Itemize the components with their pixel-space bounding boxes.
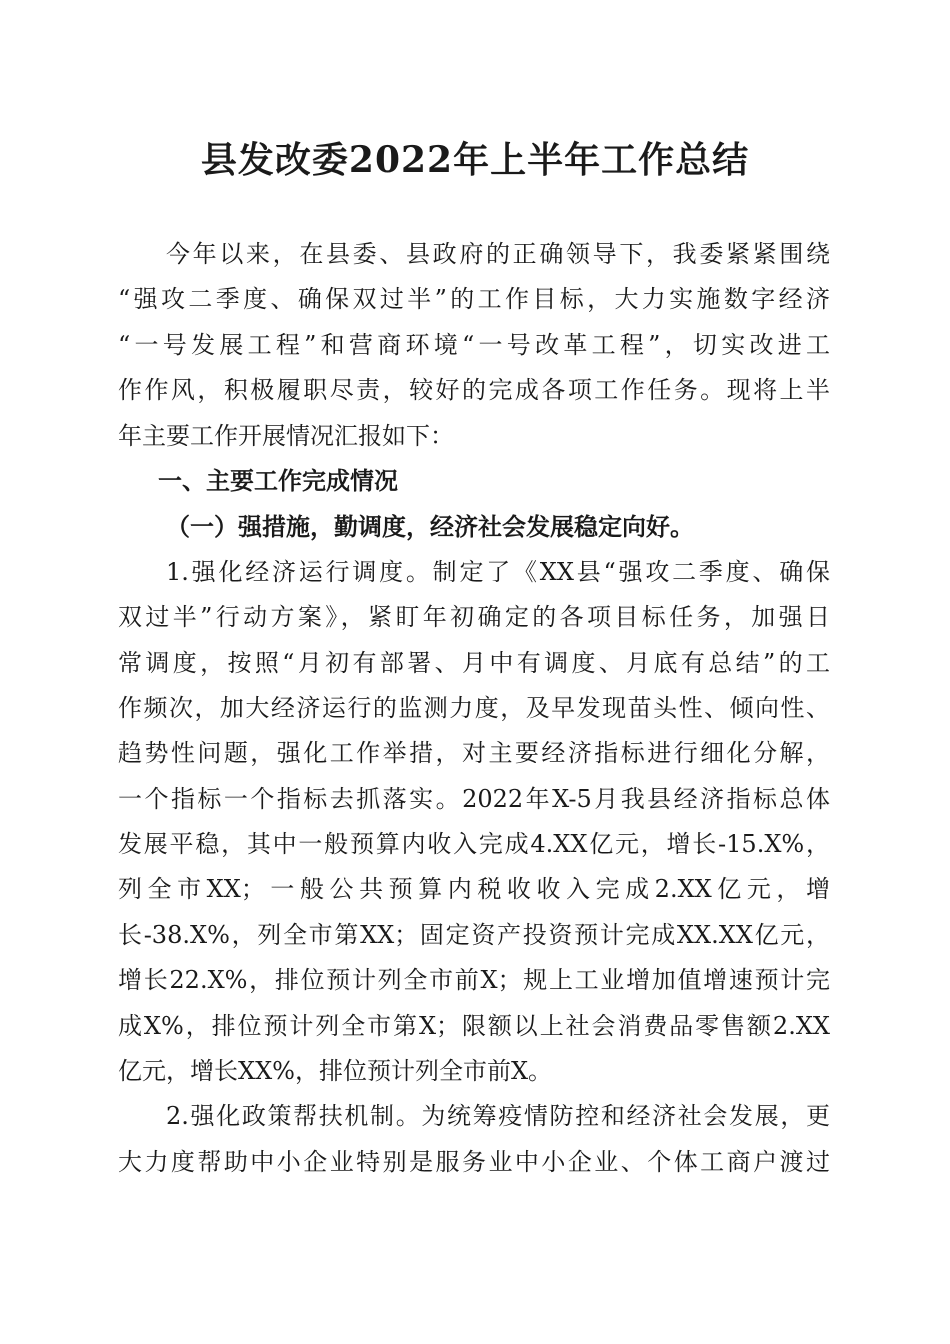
- text-line: 双过半”行动方案》，紧盯年初确定的各项目标任务，加强日: [118, 603, 830, 632]
- text-line: 成X%，排位预计列全市第X；限额以上社会消费品零售额2.XX: [118, 1011, 830, 1040]
- text-line: 趋势性问题，强化工作举措，对主要经济指标进行细化分解，: [118, 739, 830, 768]
- text-line: 常调度，按照“月初有部署、月中有调度、月底有总结”的工: [118, 648, 830, 677]
- text-line: 年主要工作开展情况汇报如下：: [118, 421, 454, 450]
- text-line: 作频次，加大经济运行的监测力度，及早发现苗头性、倾向性、: [118, 693, 830, 722]
- item-2-paragraph: [118, 1094, 830, 1185]
- document-title: 县发改委2022年上半年工作总结: [200, 139, 750, 181]
- text-line: 2.强化政策帮扶机制。为统筹疫情防控和经济社会发展，更: [166, 1102, 830, 1131]
- document-body: [118, 232, 830, 1185]
- intro-paragraph: [118, 232, 830, 459]
- text-line: 1.强化经济运行调度。制定了《XX县“强攻二季度、确保: [166, 557, 830, 586]
- text-line: 大力度帮助中小企业特别是服务业中小企业、个体工商户渡过: [118, 1147, 830, 1176]
- text-line: 作作风，积极履职尽责，较好的完成各项工作任务。现将上半: [118, 376, 830, 405]
- text-line: “一号发展工程”和营商环境“一号改革工程”，切实改进工: [118, 330, 830, 359]
- item-1-paragraph: [118, 550, 830, 1095]
- text-line: 亿元，增长XX%，排位预计列全市前X。: [118, 1057, 553, 1086]
- text-line: 增长22.X%，排位预计列全市前X；规上工业增加值增速预计完: [118, 966, 830, 995]
- text-line: 长-38.X%，列全市第XX；固定资产投资预计完成XX.XX亿元，: [118, 920, 830, 949]
- text-line: 一个指标一个指标去抓落实。2022年X-5月我县经济指标总体: [118, 784, 830, 813]
- section-heading: 一、主要工作完成情况: [158, 466, 398, 495]
- subsection-heading: （一）强措施，勤调度，经济社会发展稳定向好。: [166, 512, 694, 542]
- text-line: 列全市XX；一般公共预算内税收收入完成2.XX亿元，增: [118, 875, 830, 904]
- text-line: “强攻二季度、确保双过半”的工作目标，大力实施数字经济: [118, 285, 830, 314]
- text-line: 发展平稳，其中一般预算内收入完成4.XX亿元，增长-15.X%，: [118, 830, 830, 859]
- text-line: 今年以来，在县委、县政府的正确领导下，我委紧紧围绕: [166, 240, 830, 268]
